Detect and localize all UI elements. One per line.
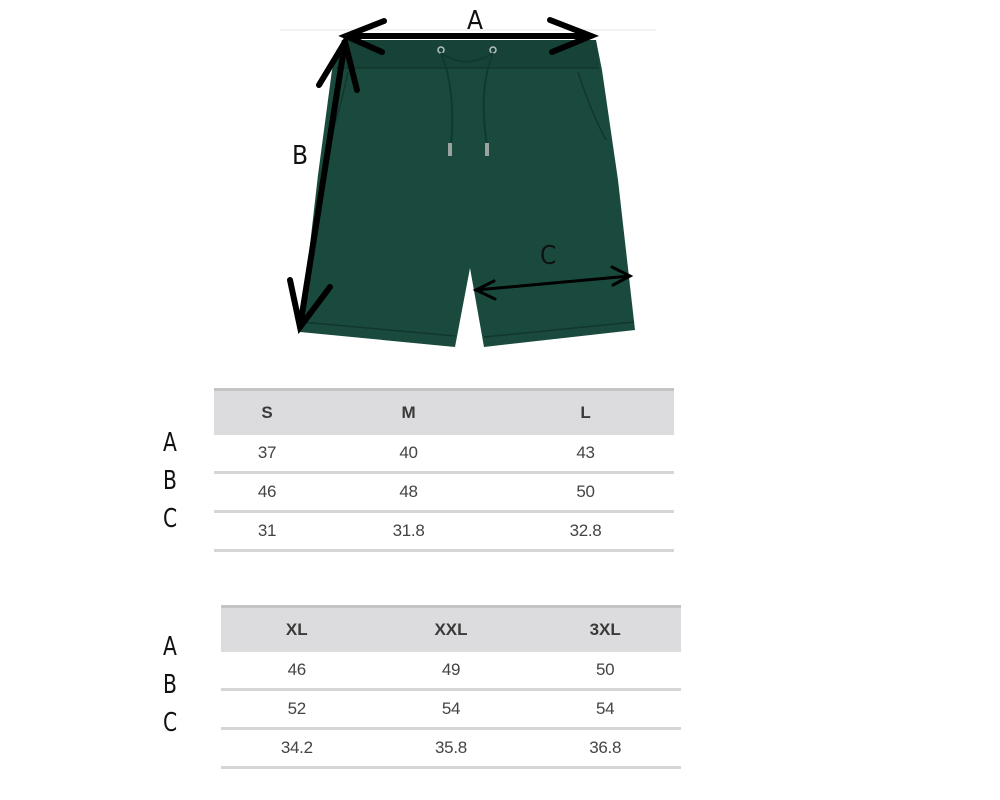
table-cell: 43 (497, 435, 674, 473)
size-header: XXL (373, 607, 530, 653)
table-row (221, 652, 681, 690)
table-cell: 50 (497, 473, 674, 512)
label-b: B (292, 141, 309, 171)
size-header: L (497, 390, 674, 436)
table-cell: 54 (529, 690, 681, 729)
table1-row-label-a: A (163, 428, 177, 458)
size-header: M (320, 390, 497, 436)
table-cell: 32.8 (497, 512, 674, 551)
table-cell: 31 (214, 512, 320, 551)
table-cell: 48 (320, 473, 497, 512)
shorts-measurement-diagram (0, 0, 1000, 360)
size-table-small (214, 388, 674, 552)
table-cell: 40 (320, 435, 497, 473)
table-row (221, 690, 681, 729)
table-cell: 46 (221, 652, 373, 690)
label-a: A (467, 6, 483, 36)
table2-row-label-a: A (163, 632, 177, 662)
table1-row-label-b: B (163, 466, 177, 496)
table-header-row (214, 390, 674, 436)
table-cell: 37 (214, 435, 320, 473)
table-cell: 54 (373, 690, 530, 729)
label-c: C (540, 241, 557, 271)
size-header: XL (221, 607, 373, 653)
table-cell: 50 (529, 652, 681, 690)
table-cell: 36.8 (529, 729, 681, 768)
table-cell: 35.8 (373, 729, 530, 768)
table-cell: 52 (221, 690, 373, 729)
size-header: S (214, 390, 320, 436)
size-table-large (221, 605, 681, 769)
table-row (214, 435, 674, 473)
table-row (214, 473, 674, 512)
size-header: 3XL (529, 607, 681, 653)
table-row (214, 512, 674, 551)
table1-row-label-c: C (163, 504, 178, 534)
table-header-row (221, 607, 681, 653)
table-cell: 31.8 (320, 512, 497, 551)
table-cell: 34.2 (221, 729, 373, 768)
shorts-illustration (300, 40, 635, 347)
table-cell: 49 (373, 652, 530, 690)
table2-row-label-c: C (163, 708, 178, 738)
table2-row-label-b: B (163, 670, 177, 700)
table-cell: 46 (214, 473, 320, 512)
table-row (221, 729, 681, 768)
